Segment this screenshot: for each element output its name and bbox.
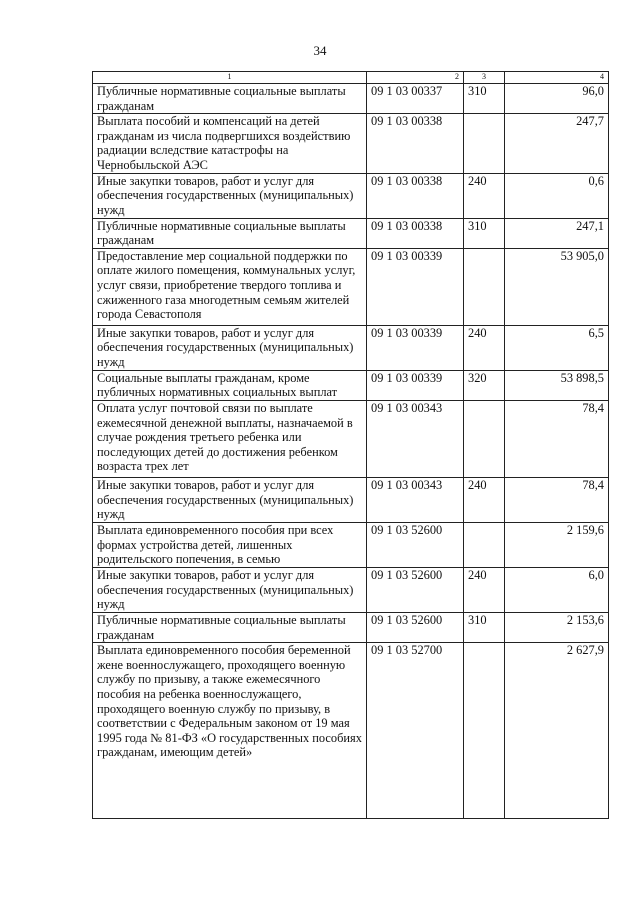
table-row xyxy=(93,114,609,173)
column-number-4: 4 xyxy=(505,72,609,84)
row-expense-type: 310 xyxy=(464,218,505,248)
row-expense-type xyxy=(464,522,505,567)
table-row xyxy=(93,370,609,400)
row-target-code: 09 1 03 00339 xyxy=(367,370,464,400)
row-target-code: 09 1 03 52600 xyxy=(367,567,464,612)
table-row xyxy=(93,325,609,370)
row-amount: 53 898,5 xyxy=(505,370,609,400)
table-row xyxy=(93,173,609,218)
row-amount: 247,1 xyxy=(505,218,609,248)
table-row xyxy=(93,477,609,522)
table-row xyxy=(93,612,609,642)
row-description: Иные закупки товаров, работ и услуг для обеспечения государственных (муниципальных) нужд xyxy=(93,325,367,370)
row-amount: 53 905,0 xyxy=(505,248,609,325)
row-description: Иные закупки товаров, работ и услуг для обеспечения государственных (муниципальных) нужд xyxy=(93,477,367,522)
table-row xyxy=(93,84,609,114)
row-target-code: 09 1 03 52600 xyxy=(367,522,464,567)
row-expense-type xyxy=(464,114,505,173)
row-description: Предоставление мер социальной поддержки по оплате жилого помещения, коммунальных услуг, услуг связи, приобретение твердого топлива и сжиженного газа многодетным семьям жителей города Севастополя xyxy=(93,248,367,325)
row-description: Публичные нормативные социальные выплаты гражданам xyxy=(93,218,367,248)
row-description: Публичные нормативные социальные выплаты гражданам xyxy=(93,84,367,114)
row-target-code: 09 1 03 52700 xyxy=(367,643,464,819)
row-target-code: 09 1 03 00343 xyxy=(367,477,464,522)
row-expense-type: 240 xyxy=(464,567,505,612)
row-target-code: 09 1 03 00337 xyxy=(367,84,464,114)
row-target-code: 09 1 03 00339 xyxy=(367,325,464,370)
row-amount: 78,4 xyxy=(505,477,609,522)
row-target-code: 09 1 03 00339 xyxy=(367,248,464,325)
row-description: Выплата единовременного пособия при всех формах устройства детей, лишенных родительского попечения, в семью xyxy=(93,522,367,567)
row-amount: 6,0 xyxy=(505,567,609,612)
row-amount: 2 153,6 xyxy=(505,612,609,642)
column-number-3: 3 xyxy=(464,72,505,84)
page-number: 34 xyxy=(313,43,327,58)
row-expense-type xyxy=(464,248,505,325)
row-amount: 2 627,9 xyxy=(505,643,609,819)
row-description: Социальные выплаты гражданам, кроме публичных нормативных социальных выплат xyxy=(93,370,367,400)
row-expense-type: 310 xyxy=(464,612,505,642)
row-expense-type xyxy=(464,643,505,819)
row-amount: 96,0 xyxy=(505,84,609,114)
table-row xyxy=(93,248,609,325)
row-amount: 78,4 xyxy=(505,400,609,477)
row-expense-type: 240 xyxy=(464,477,505,522)
row-expense-type: 310 xyxy=(464,84,505,114)
table-row xyxy=(93,522,609,567)
table-row xyxy=(93,567,609,612)
column-number-row xyxy=(93,72,609,84)
row-amount: 247,7 xyxy=(505,114,609,173)
row-description: Выплата единовременного пособия беременной жене военнослужащего, проходящего военную службу по призыву, а также ежемесячного пособия на ребенка военнослужащего, проходящего военную службу по призыву, в соответствии с Федеральным законом от 19 мая 1995 года № 81-ФЗ «О государственных пособиях гражданам, имеющим детей» xyxy=(93,643,367,819)
row-target-code: 09 1 03 00338 xyxy=(367,114,464,173)
row-amount: 6,5 xyxy=(505,325,609,370)
row-expense-type: 240 xyxy=(464,325,505,370)
row-target-code: 09 1 03 00343 xyxy=(367,400,464,477)
row-target-code: 09 1 03 00338 xyxy=(367,173,464,218)
row-expense-type: 240 xyxy=(464,173,505,218)
row-description: Иные закупки товаров, работ и услуг для обеспечения государственных (муниципальных) нужд xyxy=(93,173,367,218)
table-row xyxy=(93,400,609,477)
row-target-code: 09 1 03 52600 xyxy=(367,612,464,642)
row-amount: 0,6 xyxy=(505,173,609,218)
table-row xyxy=(93,643,609,819)
row-description: Оплата услуг почтовой связи по выплате ежемесячной денежной выплаты, назначаемой в случае рождения третьего ребенка или последующих детей до достижения ребенком возраста трех лет xyxy=(93,400,367,477)
row-description: Выплата пособий и компенсаций на детей гражданам из числа подвергшихся воздействию радиации вследствие катастрофы на Чернобыльской АЭС xyxy=(93,114,367,173)
table-row xyxy=(93,218,609,248)
column-number-2: 2 xyxy=(367,72,464,84)
row-expense-type: 320 xyxy=(464,370,505,400)
budget-table xyxy=(92,71,609,819)
row-target-code: 09 1 03 00338 xyxy=(367,218,464,248)
row-amount: 2 159,6 xyxy=(505,522,609,567)
column-number-1: 1 xyxy=(93,72,367,84)
row-description: Публичные нормативные социальные выплаты гражданам xyxy=(93,612,367,642)
row-description: Иные закупки товаров, работ и услуг для обеспечения государственных (муниципальных) нужд xyxy=(93,567,367,612)
row-expense-type xyxy=(464,400,505,477)
